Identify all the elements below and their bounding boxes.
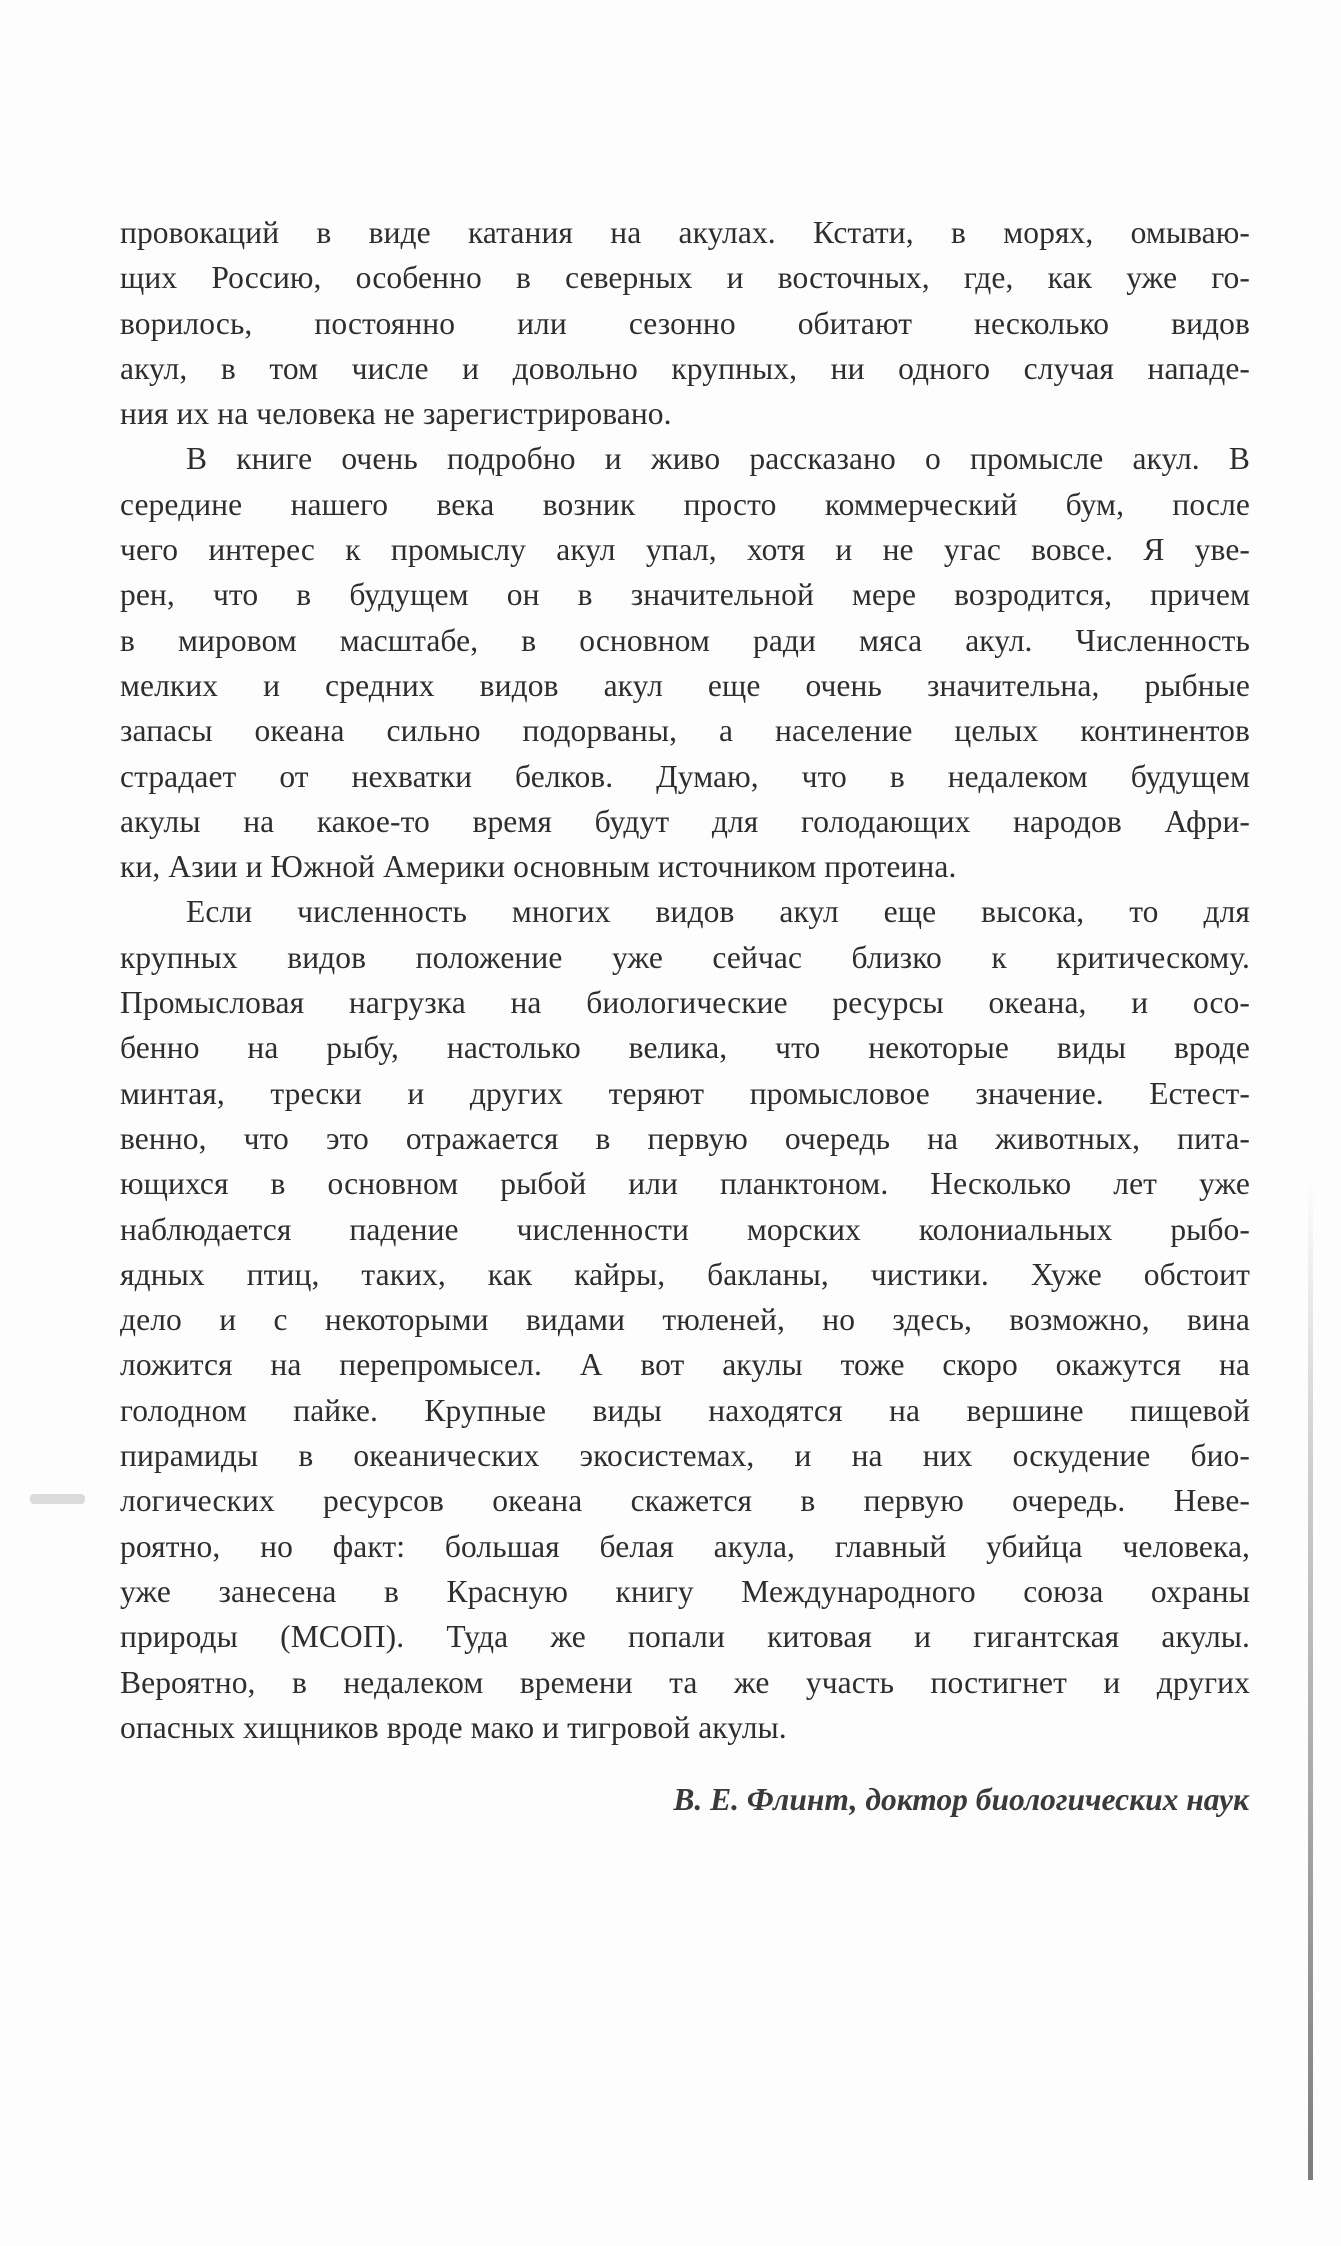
text-line: опасных хищников вроде мако и тигровой акулы. [120, 1709, 787, 1745]
text-line: запасы океана сильно подорваны, а население целых континентов [120, 713, 1250, 749]
text-line: чего интерес к промыслу акул упал, хотя и не угас вовсе. Я уве- [120, 532, 1250, 568]
text-line: минтая, трески и других теряют промысловое значение. Естест- [120, 1075, 1250, 1111]
text-line: бенно на рыбу, настолько велика, что некоторые виды вроде [120, 1030, 1250, 1066]
text-line: логических ресурсов океана скажется в первую очередь. Неве- [120, 1483, 1250, 1519]
text-line: пирамиды в океанических экосистемах, и на них оскудение био- [120, 1438, 1250, 1474]
text-line: роятно, но факт: большая белая акула, главный убийца человека, [120, 1528, 1250, 1564]
text-line: ядных птиц, таких, как кайры, бакланы, чистики. Хуже обстоит [120, 1256, 1250, 1292]
text-line: крупных видов положение уже сейчас близко к критическому. [120, 939, 1250, 975]
text-line: середине нашего века возник просто коммерческий бум, после [120, 486, 1250, 522]
text-line: акул, в том числе и довольно крупных, ни одного случая нападе- [120, 350, 1250, 386]
text-line: дело и с некоторыми видами тюленей, но здесь, возможно, вина [120, 1302, 1250, 1338]
text-line: В книге очень подробно и живо рассказано о промысле акул. В [186, 441, 1250, 477]
text-line: рен, что в будущем он в значительной мере возродится, причем [120, 577, 1250, 613]
text-line: ложится на перепромысел. А вот акулы тоже скоро окажутся на [120, 1347, 1250, 1383]
text-line: ющихся в основном рыбой или планктоном. Несколько лет уже [120, 1166, 1250, 1202]
text-line: мелких и средних видов акул еще очень значительна, рыбные [120, 667, 1250, 703]
text-line: природы (МСОП). Туда же попали китовая и гигантская акулы. [120, 1619, 1250, 1655]
text-line: ки, Азии и Южной Америки основным источником протеина. [120, 849, 957, 885]
page-edge-shadow [1308, 1180, 1313, 2180]
body-text [120, 210, 1250, 1750]
text-line: Промысловая нагрузка на биологические ресурсы океана, и осо- [120, 985, 1250, 1021]
text-line: венно, что это отражается в первую очередь на животных, пита- [120, 1120, 1250, 1156]
text-line: в мировом масштабе, в основном ради мяса акул. Численность [120, 622, 1250, 658]
text-line: ворилось, постоянно или сезонно обитают несколько видов [120, 305, 1250, 341]
scan-smudge [30, 1494, 85, 1504]
text-line: уже занесена в Красную книгу Международного союза охраны [120, 1573, 1250, 1609]
text-line: голодном пайке. Крупные виды находятся на вершине пищевой [120, 1392, 1250, 1428]
author-signature: В. Е. Флинт, доктор биологических наук [673, 1782, 1249, 1817]
text-line: наблюдается падение численности морских колониальных рыбо- [120, 1211, 1250, 1247]
text-line: акулы на какое-то время будут для голодающих народов Афри- [120, 803, 1250, 839]
text-line: Если численность многих видов акул еще высока, то для [186, 894, 1250, 930]
text-line: провокаций в виде катания на акулах. Кстати, в морях, омываю- [120, 215, 1250, 250]
text-line: Вероятно, в недалеком времени та же участь постигнет и других [120, 1664, 1250, 1700]
text-line: щих Россию, особенно в северных и восточных, где, как уже го- [120, 260, 1250, 296]
text-line: страдает от нехватки белков. Думаю, что в недалеком будущем [120, 758, 1250, 794]
text-line: ния их на человека не зарегистрировано. [120, 396, 672, 432]
